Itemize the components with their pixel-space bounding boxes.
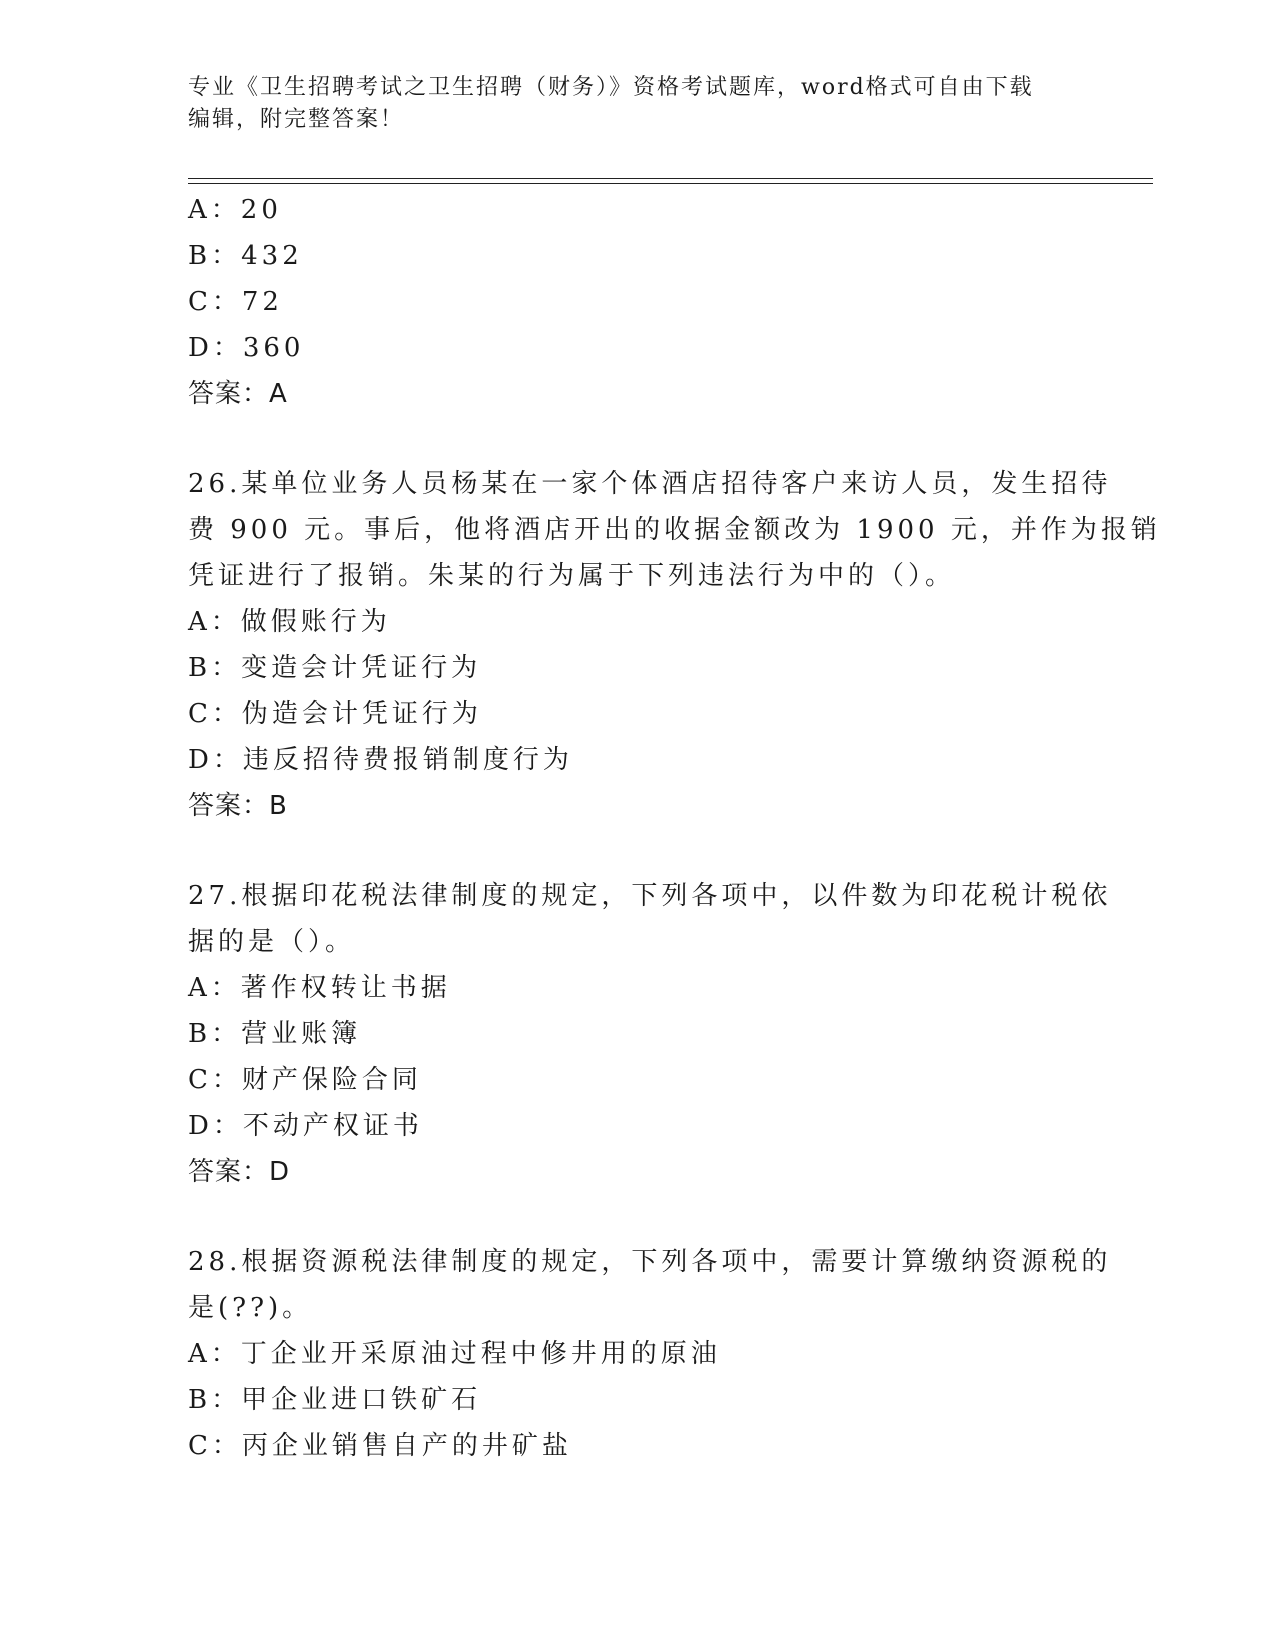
question-28 (188, 1239, 1112, 1469)
option-c: C：丙企业销售自产的井矿盐 (188, 1431, 572, 1461)
question-stem-line: 凭证进行了报销。朱某的行为属于下列违法行为中的（）。 (188, 561, 956, 591)
option-b: B：变造会计凭证行为 (188, 653, 482, 683)
option-a: A：做假账行为 (188, 607, 391, 637)
option-d: D：违反招待费报销制度行为 (188, 745, 573, 775)
header-rule-bottom (188, 183, 1153, 184)
option-b: B：432 (188, 241, 303, 271)
option-a: A：20 (188, 195, 282, 225)
option-a: A：丁企业开采原油过程中修井用的原油 (188, 1339, 721, 1369)
spacer (188, 1195, 1088, 1239)
question-stem-line: 27.根据印花税法律制度的规定，下列各项中，以件数为印花税计税依 (188, 881, 1112, 911)
option-a: A：著作权转让书据 (188, 973, 451, 1003)
option-d: D：360 (188, 333, 305, 363)
question-content (188, 187, 1161, 1469)
answer-line: 答案：B (188, 791, 288, 821)
header-line-2: 编辑，附完整答案！ (188, 107, 405, 132)
answer-line: 答案：D (188, 1157, 291, 1187)
spacer (188, 417, 1088, 461)
question-stem-line: 26.某单位业务人员杨某在一家个体酒店招待客户来访人员，发生招待 (188, 469, 1112, 499)
question-26 (188, 461, 1161, 829)
document-header (188, 72, 1088, 136)
question-27 (188, 873, 1112, 1195)
answer-line: 答案：A (188, 379, 288, 409)
option-c: C：伪造会计凭证行为 (188, 699, 482, 729)
question-stem-line: 28.根据资源税法律制度的规定，下列各项中，需要计算缴纳资源税的 (188, 1247, 1112, 1277)
option-d: D：不动产权证书 (188, 1111, 423, 1141)
option-b: B：营业账簿 (188, 1019, 362, 1049)
option-b: B：甲企业进口铁矿石 (188, 1385, 482, 1415)
header-rule-top (188, 178, 1153, 179)
previous-question (188, 187, 1088, 417)
option-c: C：72 (188, 287, 283, 317)
question-stem-line: 费 900 元。事后，他将酒店开出的收据金额改为 1900 元，并作为报销 (188, 515, 1161, 545)
option-c: C：财产保险合同 (188, 1065, 422, 1095)
header-line-1: 专业《卫生招聘考试之卫生招聘（财务）》资格考试题库，word格式可自由下载 (188, 75, 1034, 100)
question-stem-line: 是(??)。 (188, 1293, 313, 1323)
spacer (188, 829, 1088, 873)
question-stem-line: 据的是（）。 (188, 927, 356, 957)
